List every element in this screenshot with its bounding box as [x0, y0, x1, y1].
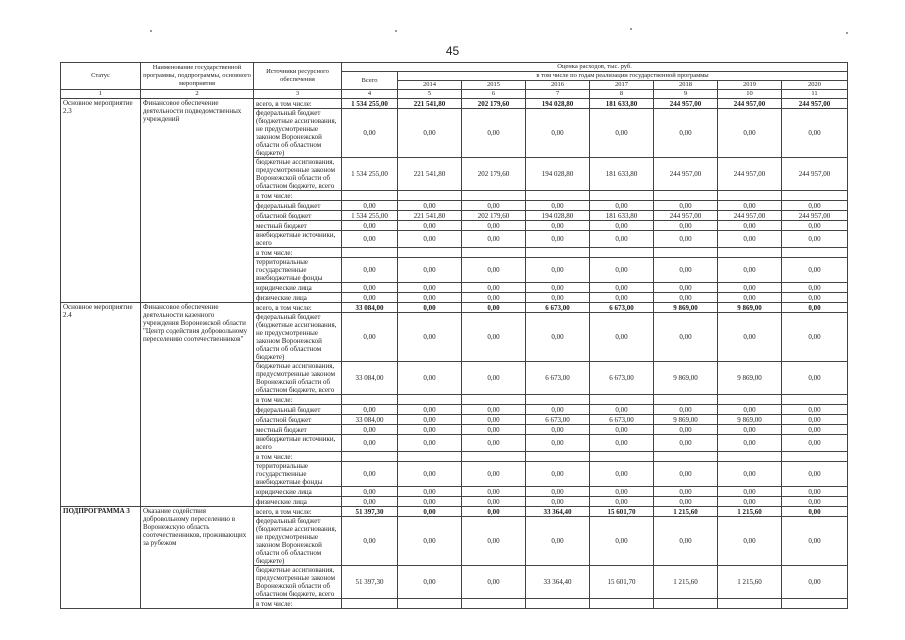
amount-cell: 0,00: [462, 487, 526, 497]
amount-cell: 0,00: [342, 517, 398, 566]
amount-cell: 0,00: [718, 313, 782, 362]
amount-cell: [782, 191, 848, 201]
amount-cell: 0,00: [342, 283, 398, 293]
amount-cell: 0,00: [718, 435, 782, 452]
amount-cell: [462, 599, 526, 609]
amount-cell: [718, 191, 782, 201]
amount-cell: 0,00: [654, 201, 718, 211]
amount-cell: 0,00: [782, 258, 848, 283]
header-total: Всего: [342, 72, 398, 90]
amount-cell: 0,00: [590, 462, 654, 487]
amount-cell: 0,00: [398, 462, 462, 487]
amount-cell: 0,00: [398, 497, 462, 507]
amount-cell: 0,00: [462, 462, 526, 487]
amount-cell: 0,00: [462, 303, 526, 313]
status-cell: Основное мероприятие 2.4: [61, 303, 141, 507]
amount-cell: 0,00: [398, 517, 462, 566]
amount-cell: [718, 248, 782, 258]
amount-cell: [398, 599, 462, 609]
amount-cell: 0,00: [654, 435, 718, 452]
amount-cell: 0,00: [526, 425, 590, 435]
amount-cell: [342, 395, 398, 405]
amount-cell: 244 957,00: [718, 99, 782, 109]
amount-cell: 1 534 255,00: [342, 99, 398, 109]
amount-cell: 0,00: [462, 231, 526, 248]
amount-cell: [398, 395, 462, 405]
funding-source-label: территориальные государственные внебюджетные фонды: [254, 462, 342, 487]
amount-cell: 0,00: [526, 293, 590, 303]
amount-cell: 244 957,00: [654, 211, 718, 221]
amount-cell: 0,00: [526, 231, 590, 248]
amount-cell: 0,00: [342, 435, 398, 452]
status-cell: Основное мероприятие 2.3: [61, 99, 141, 303]
amount-cell: 0,00: [526, 435, 590, 452]
amount-cell: 0,00: [718, 221, 782, 231]
amount-cell: [590, 599, 654, 609]
column-number: 4: [342, 90, 398, 99]
amount-cell: 0,00: [718, 283, 782, 293]
amount-cell: 0,00: [590, 283, 654, 293]
amount-cell: 194 028,80: [526, 211, 590, 221]
amount-cell: [462, 452, 526, 462]
amount-cell: 0,00: [398, 566, 462, 599]
amount-cell: 221 541,80: [398, 99, 462, 109]
scan-speck: [150, 30, 152, 32]
amount-cell: 9 869,00: [718, 303, 782, 313]
amount-cell: [526, 191, 590, 201]
amount-cell: 0,00: [526, 405, 590, 415]
amount-cell: 0,00: [398, 435, 462, 452]
amount-cell: 1 534 255,00: [342, 211, 398, 221]
amount-cell: 202 179,60: [462, 211, 526, 221]
amount-cell: 0,00: [398, 201, 462, 211]
amount-cell: 0,00: [462, 566, 526, 599]
funding-source-label: внебюджетные источники, всего: [254, 435, 342, 452]
amount-cell: 244 957,00: [782, 158, 848, 191]
amount-cell: 0,00: [782, 517, 848, 566]
amount-cell: 1 215,60: [654, 566, 718, 599]
amount-cell: [590, 248, 654, 258]
amount-cell: [462, 191, 526, 201]
amount-cell: 1 215,60: [718, 507, 782, 517]
amount-cell: 0,00: [718, 425, 782, 435]
amount-cell: [718, 395, 782, 405]
funding-source-label: всего, в том числе:: [254, 303, 342, 313]
amount-cell: 244 957,00: [654, 99, 718, 109]
funding-source-label: в том числе:: [254, 191, 342, 201]
amount-cell: 0,00: [462, 201, 526, 211]
amount-cell: 0,00: [526, 109, 590, 158]
amount-cell: 0,00: [590, 201, 654, 211]
funding-source-label: внебюджетные источники, всего: [254, 231, 342, 248]
amount-cell: [398, 191, 462, 201]
amount-cell: 0,00: [654, 425, 718, 435]
table-header: [61, 63, 848, 99]
amount-cell: 33 364,40: [526, 566, 590, 599]
funding-source-label: в том числе:: [254, 599, 342, 609]
amount-cell: 0,00: [590, 313, 654, 362]
amount-cell: 0,00: [654, 313, 718, 362]
amount-cell: 0,00: [782, 507, 848, 517]
amount-cell: 0,00: [398, 487, 462, 497]
amount-cell: 0,00: [654, 258, 718, 283]
amount-cell: 0,00: [462, 293, 526, 303]
table-row: [61, 303, 848, 313]
table-row: [61, 99, 848, 109]
year-header: 2019: [718, 81, 782, 90]
amount-cell: 6 673,00: [526, 362, 590, 395]
funding-source-label: федеральный бюджет (бюджетные ассигнования, не предусмотренные законом Воронежской области об областном бюджете): [254, 109, 342, 158]
amount-cell: 0,00: [654, 221, 718, 231]
funding-source-label: местный бюджет: [254, 425, 342, 435]
column-number: 7: [526, 90, 590, 99]
amount-cell: 9 869,00: [718, 415, 782, 425]
header-source: Источники ресурсного обеспечения: [254, 63, 342, 90]
amount-cell: 0,00: [398, 425, 462, 435]
amount-cell: 0,00: [342, 497, 398, 507]
amount-cell: 0,00: [718, 201, 782, 211]
amount-cell: 0,00: [654, 109, 718, 158]
amount-cell: 0,00: [526, 283, 590, 293]
amount-cell: 0,00: [782, 109, 848, 158]
funding-source-label: федеральный бюджет (бюджетные ассигнования, не предусмотренные законом Воронежской области об областном бюджете): [254, 313, 342, 362]
amount-cell: 0,00: [398, 221, 462, 231]
activity-name: Оказание содействия добровольному переселению в Воронежскую область соотечественников, проживающих за рубежом: [141, 507, 254, 609]
amount-cell: [654, 599, 718, 609]
amount-cell: 0,00: [654, 497, 718, 507]
amount-cell: 1 215,60: [718, 566, 782, 599]
amount-cell: [782, 452, 848, 462]
amount-cell: [342, 452, 398, 462]
amount-cell: 51 397,30: [342, 507, 398, 517]
funding-source-label: федеральный бюджет: [254, 405, 342, 415]
amount-cell: 202 179,60: [462, 158, 526, 191]
amount-cell: 221 541,80: [398, 211, 462, 221]
amount-cell: 0,00: [782, 435, 848, 452]
amount-cell: [526, 599, 590, 609]
amount-cell: 9 869,00: [654, 362, 718, 395]
funding-source-label: в том числе:: [254, 452, 342, 462]
header-status: Статус: [61, 63, 141, 90]
funding-source-label: местный бюджет: [254, 221, 342, 231]
amount-cell: 0,00: [718, 109, 782, 158]
amount-cell: 1 534 255,00: [342, 158, 398, 191]
amount-cell: 0,00: [590, 497, 654, 507]
amount-cell: 0,00: [342, 231, 398, 248]
amount-cell: 0,00: [462, 435, 526, 452]
amount-cell: 0,00: [718, 517, 782, 566]
amount-cell: 0,00: [462, 425, 526, 435]
header-by-years: в том числе по годам реализации государственной программы: [398, 72, 848, 81]
amount-cell: 194 028,80: [526, 158, 590, 191]
funding-source-label: физические лица: [254, 293, 342, 303]
year-header: 2020: [782, 81, 848, 90]
funding-source-label: областной бюджет: [254, 211, 342, 221]
scan-speck: [395, 30, 397, 32]
amount-cell: 33 364,40: [526, 507, 590, 517]
funding-source-label: бюджетные ассигнования, предусмотренные законом Воронежской области об областном бюджете, всего: [254, 362, 342, 395]
column-number: 5: [398, 90, 462, 99]
amount-cell: [398, 452, 462, 462]
amount-cell: 0,00: [782, 566, 848, 599]
amount-cell: 6 673,00: [526, 303, 590, 313]
amount-cell: 0,00: [526, 258, 590, 283]
funding-source-label: территориальные государственные внебюджетные фонды: [254, 258, 342, 283]
amount-cell: 0,00: [398, 293, 462, 303]
amount-cell: 0,00: [398, 313, 462, 362]
year-header: 2015: [462, 81, 526, 90]
amount-cell: 0,00: [398, 405, 462, 415]
amount-cell: [654, 191, 718, 201]
amount-cell: [462, 395, 526, 405]
amount-cell: 0,00: [654, 462, 718, 487]
amount-cell: 0,00: [462, 362, 526, 395]
amount-cell: 202 179,60: [462, 99, 526, 109]
amount-cell: 0,00: [782, 425, 848, 435]
amount-cell: 0,00: [590, 221, 654, 231]
amount-cell: [398, 248, 462, 258]
amount-cell: [526, 452, 590, 462]
amount-cell: 9 869,00: [654, 303, 718, 313]
amount-cell: 0,00: [398, 415, 462, 425]
amount-cell: 0,00: [462, 258, 526, 283]
amount-cell: 1 215,60: [654, 507, 718, 517]
budget-table: [60, 62, 848, 609]
amount-cell: 0,00: [398, 231, 462, 248]
status-cell: ПОДПРОГРАММА 3: [61, 507, 141, 609]
amount-cell: 0,00: [782, 313, 848, 362]
scan-speck: [630, 28, 632, 30]
amount-cell: 15 601,70: [590, 507, 654, 517]
amount-cell: 0,00: [590, 425, 654, 435]
amount-cell: 0,00: [526, 201, 590, 211]
amount-cell: 244 957,00: [718, 158, 782, 191]
amount-cell: [342, 191, 398, 201]
amount-cell: 6 673,00: [590, 362, 654, 395]
amount-cell: 9 869,00: [654, 415, 718, 425]
amount-cell: 0,00: [342, 462, 398, 487]
amount-cell: 0,00: [654, 517, 718, 566]
amount-cell: 0,00: [782, 415, 848, 425]
amount-cell: 0,00: [398, 258, 462, 283]
column-number: 11: [782, 90, 848, 99]
amount-cell: 0,00: [782, 283, 848, 293]
amount-cell: 0,00: [462, 507, 526, 517]
amount-cell: 0,00: [526, 517, 590, 566]
amount-cell: 0,00: [718, 487, 782, 497]
amount-cell: 51 397,30: [342, 566, 398, 599]
amount-cell: 0,00: [782, 362, 848, 395]
amount-cell: 0,00: [782, 221, 848, 231]
year-header: 2017: [590, 81, 654, 90]
column-number: 3: [254, 90, 342, 99]
amount-cell: 0,00: [590, 109, 654, 158]
amount-cell: 6 673,00: [590, 303, 654, 313]
amount-cell: 0,00: [718, 497, 782, 507]
amount-cell: [590, 452, 654, 462]
column-number: 8: [590, 90, 654, 99]
amount-cell: 0,00: [590, 258, 654, 283]
amount-cell: 244 957,00: [654, 158, 718, 191]
amount-cell: 0,00: [590, 405, 654, 415]
funding-source-label: физические лица: [254, 497, 342, 507]
amount-cell: 0,00: [342, 313, 398, 362]
amount-cell: 0,00: [462, 405, 526, 415]
amount-cell: 0,00: [398, 507, 462, 517]
amount-cell: 0,00: [782, 462, 848, 487]
scan-speck: [846, 32, 848, 34]
amount-cell: 0,00: [718, 231, 782, 248]
amount-cell: [782, 599, 848, 609]
amount-cell: [590, 395, 654, 405]
amount-cell: 181 633,80: [590, 158, 654, 191]
amount-cell: [718, 599, 782, 609]
amount-cell: 0,00: [342, 109, 398, 158]
amount-cell: 0,00: [590, 517, 654, 566]
amount-cell: 0,00: [654, 231, 718, 248]
amount-cell: 0,00: [782, 231, 848, 248]
amount-cell: 0,00: [398, 283, 462, 293]
activity-name: Финансовое обеспечение деятельности казенного учреждения Воронежской области "Центр содействия добровольному переселению соотечественников": [141, 303, 254, 507]
amount-cell: [462, 248, 526, 258]
amount-cell: 0,00: [590, 231, 654, 248]
amount-cell: 0,00: [526, 313, 590, 362]
amount-cell: 0,00: [718, 462, 782, 487]
amount-cell: 0,00: [462, 109, 526, 158]
funding-source-label: в том числе:: [254, 395, 342, 405]
column-number: 2: [141, 90, 254, 99]
amount-cell: [590, 191, 654, 201]
amount-cell: [342, 248, 398, 258]
amount-cell: 0,00: [462, 517, 526, 566]
amount-cell: 0,00: [462, 221, 526, 231]
amount-cell: 194 028,80: [526, 99, 590, 109]
amount-cell: 0,00: [782, 303, 848, 313]
amount-cell: 244 957,00: [718, 211, 782, 221]
column-number: 1: [61, 90, 141, 99]
amount-cell: 0,00: [462, 497, 526, 507]
amount-cell: 33 084,00: [342, 415, 398, 425]
amount-cell: [718, 452, 782, 462]
amount-cell: 0,00: [398, 109, 462, 158]
amount-cell: 6 673,00: [526, 415, 590, 425]
amount-cell: 33 084,00: [342, 303, 398, 313]
amount-cell: [654, 248, 718, 258]
amount-cell: 0,00: [590, 435, 654, 452]
amount-cell: 244 957,00: [782, 99, 848, 109]
amount-cell: [526, 248, 590, 258]
funding-source-label: юридические лица: [254, 487, 342, 497]
funding-source-label: бюджетные ассигнования, предусмотренные законом Воронежской области об областном бюджете, всего: [254, 158, 342, 191]
amount-cell: 0,00: [526, 497, 590, 507]
column-number: 10: [718, 90, 782, 99]
amount-cell: 15 601,70: [590, 566, 654, 599]
amount-cell: 33 084,00: [342, 362, 398, 395]
amount-cell: [782, 395, 848, 405]
amount-cell: [654, 395, 718, 405]
amount-cell: 0,00: [526, 462, 590, 487]
amount-cell: 0,00: [654, 487, 718, 497]
amount-cell: [654, 452, 718, 462]
header-name: Наименование государственной программы, подпрограммы, основного мероприятия: [141, 63, 254, 90]
amount-cell: 0,00: [526, 221, 590, 231]
amount-cell: 0,00: [342, 487, 398, 497]
amount-cell: 0,00: [342, 201, 398, 211]
amount-cell: 181 633,80: [590, 99, 654, 109]
amount-cell: 244 957,00: [782, 211, 848, 221]
amount-cell: 0,00: [718, 258, 782, 283]
activity-name: Финансовое обеспечение деятельности подведомственных учреждений: [141, 99, 254, 303]
amount-cell: [782, 248, 848, 258]
amount-cell: 0,00: [654, 283, 718, 293]
amount-cell: 221 541,80: [398, 158, 462, 191]
funding-source-label: областной бюджет: [254, 415, 342, 425]
amount-cell: 0,00: [342, 293, 398, 303]
amount-cell: 0,00: [342, 425, 398, 435]
page-number: 45: [445, 44, 460, 58]
funding-source-label: юридические лица: [254, 283, 342, 293]
amount-cell: 0,00: [462, 283, 526, 293]
amount-cell: 0,00: [342, 258, 398, 283]
amount-cell: 0,00: [782, 293, 848, 303]
year-header: 2014: [398, 81, 462, 90]
funding-source-label: всего, в том числе:: [254, 99, 342, 109]
amount-cell: 0,00: [782, 201, 848, 211]
amount-cell: 6 673,00: [590, 415, 654, 425]
amount-cell: 0,00: [718, 405, 782, 415]
amount-cell: 0,00: [782, 487, 848, 497]
amount-cell: 0,00: [398, 303, 462, 313]
amount-cell: 181 633,80: [590, 211, 654, 221]
amount-cell: 0,00: [526, 487, 590, 497]
year-header: 2016: [526, 81, 590, 90]
funding-source-label: федеральный бюджет: [254, 201, 342, 211]
amount-cell: 0,00: [462, 415, 526, 425]
amount-cell: 0,00: [590, 293, 654, 303]
amount-cell: 0,00: [782, 497, 848, 507]
amount-cell: 0,00: [654, 293, 718, 303]
amount-cell: [342, 599, 398, 609]
amount-cell: 0,00: [398, 362, 462, 395]
amount-cell: 0,00: [462, 313, 526, 362]
amount-cell: [526, 395, 590, 405]
funding-source-label: бюджетные ассигнования, предусмотренные законом Воронежской области об областном бюджете, всего: [254, 566, 342, 599]
amount-cell: 9 869,00: [718, 362, 782, 395]
column-number: 9: [654, 90, 718, 99]
funding-source-label: федеральный бюджет (бюджетные ассигнования, не предусмотренные законом Воронежской области об областном бюджете): [254, 517, 342, 566]
funding-source-label: всего, в том числе:: [254, 507, 342, 517]
amount-cell: 0,00: [342, 221, 398, 231]
table-row: [61, 507, 848, 517]
amount-cell: 0,00: [654, 405, 718, 415]
amount-cell: 0,00: [782, 405, 848, 415]
column-number: 6: [462, 90, 526, 99]
year-header: 2018: [654, 81, 718, 90]
funding-source-label: в том числе:: [254, 248, 342, 258]
amount-cell: 0,00: [590, 487, 654, 497]
header-estimate: Оценка расходов, тыс. руб.: [342, 63, 848, 72]
amount-cell: 0,00: [342, 405, 398, 415]
amount-cell: 0,00: [718, 293, 782, 303]
